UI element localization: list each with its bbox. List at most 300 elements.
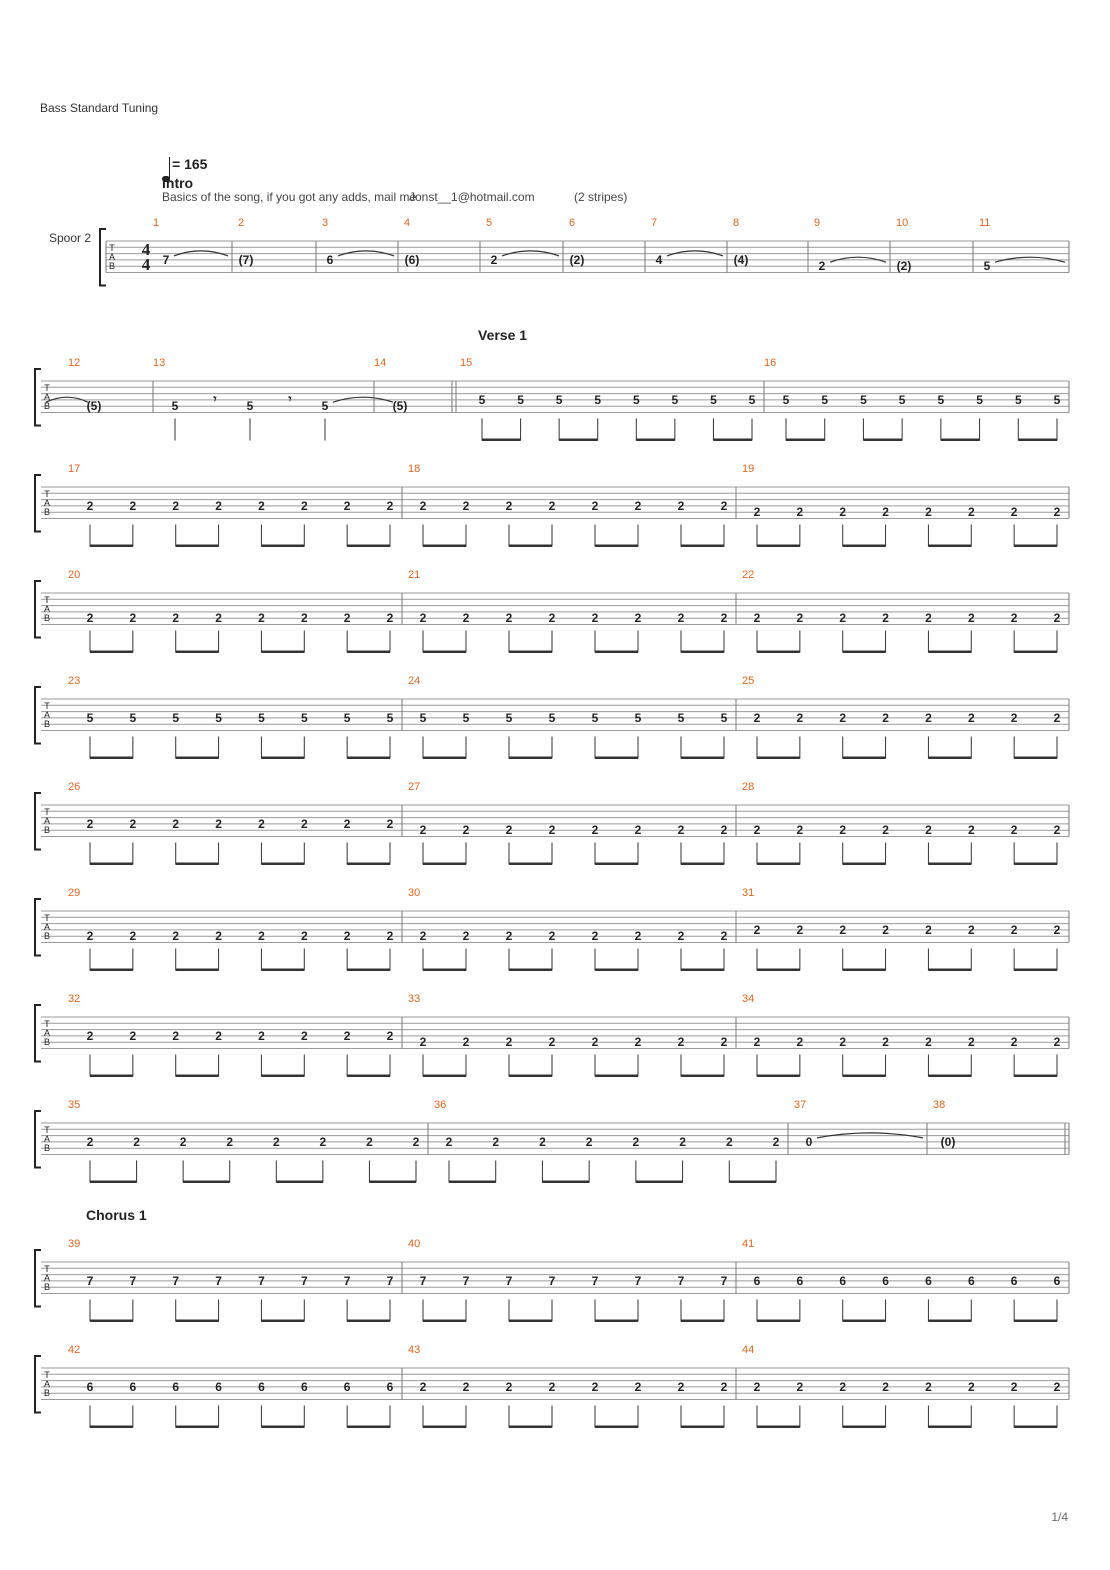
fret-number: (2)	[896, 259, 912, 274]
measure-number: 11	[979, 217, 991, 229]
fret-number: 2	[172, 1028, 180, 1043]
fret-number: 2	[445, 1134, 453, 1149]
fret-number: 7	[162, 252, 170, 267]
system-bracket	[35, 475, 41, 532]
fret-number: 2	[419, 498, 427, 513]
fret-number: 5	[246, 399, 254, 414]
note-beam	[90, 863, 133, 866]
fret-number: (5)	[86, 399, 102, 414]
fret-number: 2	[882, 1379, 889, 1394]
fret-number: 2	[505, 823, 513, 838]
fret-number: 2	[634, 498, 642, 513]
fret-number: 2	[818, 259, 826, 274]
note-beam	[176, 1320, 219, 1323]
fret-number: 2	[419, 1379, 427, 1394]
tab-clef-letter: A	[43, 498, 51, 508]
note-beam	[928, 545, 971, 548]
fret-number: 7	[386, 1273, 394, 1288]
note-beam	[261, 863, 304, 866]
note-beam	[1014, 757, 1057, 760]
fret-number: 2	[462, 823, 470, 838]
measure-number: 33	[408, 993, 421, 1005]
fret-number: 2	[796, 823, 804, 838]
note-beam	[90, 969, 133, 972]
fret-number: 2	[1010, 922, 1018, 937]
page-number: 1/4	[1051, 1510, 1068, 1524]
fret-number: 7	[591, 1273, 599, 1288]
note-beam	[1014, 969, 1057, 972]
measure-number: 20	[68, 569, 81, 581]
fret-number: 7	[419, 1273, 427, 1288]
fret-number: 2	[677, 929, 685, 944]
fret-number: 2	[753, 710, 761, 725]
measure-number: 29	[68, 887, 81, 899]
note-beam	[636, 439, 675, 442]
fret-number: 5	[591, 710, 599, 725]
note-beam	[90, 1181, 137, 1184]
tab-clef-letter: B	[43, 1388, 51, 1398]
fret-number: 2	[548, 823, 556, 838]
fret-number: (4)	[733, 252, 749, 267]
note-beam	[423, 1426, 466, 1429]
measure-number: 5	[486, 217, 493, 229]
fret-number: 7	[343, 1273, 351, 1288]
fret-number: 6	[386, 1379, 394, 1394]
fret-number: 2	[796, 611, 804, 626]
fret-number: 2	[634, 1035, 642, 1050]
fret-number: 2	[967, 922, 975, 937]
fret-number: 2	[386, 498, 394, 513]
fret-number: 2	[386, 929, 394, 944]
note-beam	[595, 1320, 638, 1323]
fret-number: 2	[215, 611, 222, 626]
fret-number: 2	[86, 611, 94, 626]
note-beam	[482, 439, 521, 442]
fret-number: 2	[753, 823, 761, 838]
fret-number: 2	[1053, 505, 1061, 520]
fret-number: 4	[655, 252, 663, 267]
note-beam	[843, 863, 886, 866]
fret-number: 2	[548, 1379, 556, 1394]
measure-number: 10	[896, 217, 909, 229]
fret-number: 2	[179, 1134, 187, 1149]
note-beam	[928, 1320, 971, 1323]
fret-number: 2	[300, 816, 308, 831]
fret-number: 6	[839, 1273, 847, 1288]
tab-clef-letter: B	[43, 719, 51, 729]
fret-number: 2	[462, 1379, 470, 1394]
fret-number: 2	[86, 816, 94, 831]
fret-number: 2	[720, 1035, 728, 1050]
fret-number: 2	[258, 498, 265, 513]
fret-number: 2	[548, 498, 556, 513]
note-beam	[423, 863, 466, 866]
fret-number: 6	[1010, 1273, 1018, 1288]
fret-number: 7	[258, 1273, 265, 1288]
fret-number: 2	[882, 922, 889, 937]
note-beam	[1018, 439, 1057, 442]
fret-number: 2	[548, 611, 556, 626]
tab-clef-letter: T	[44, 807, 50, 817]
fret-number: 2	[172, 498, 180, 513]
note-beam	[681, 545, 724, 548]
fret-number: 2	[753, 922, 761, 937]
fret-number: 2	[505, 1035, 513, 1050]
fret-number: 2	[967, 1035, 975, 1050]
note-beam	[509, 863, 552, 866]
fret-number: 2	[86, 1134, 94, 1149]
measure-number: 3	[322, 217, 329, 229]
system-bracket	[35, 1356, 41, 1413]
note-beam	[786, 439, 825, 442]
note-beam	[176, 1075, 219, 1078]
fret-number: 2	[86, 1028, 94, 1043]
fret-number: 2	[462, 1035, 470, 1050]
fret-number: 5	[419, 710, 427, 725]
time-signature-numerator: 4	[141, 240, 151, 259]
fret-number: 2	[591, 498, 599, 513]
tab-clef-letter: T	[44, 1019, 50, 1029]
note-beam	[509, 757, 552, 760]
tab-clef-letter: B	[43, 825, 51, 835]
fret-number: 2	[419, 823, 427, 838]
tab-clef-letter: A	[43, 816, 51, 826]
note-beam	[636, 1181, 683, 1184]
fret-number: 2	[1053, 1379, 1061, 1394]
fret-number: 2	[634, 1379, 642, 1394]
note-beam	[757, 545, 800, 548]
measure-number: 8	[733, 217, 740, 229]
tab-clef-letter: B	[43, 1037, 51, 1047]
fret-number: 2	[634, 823, 642, 838]
fret-number: 7	[548, 1273, 556, 1288]
fret-number: 2	[1053, 922, 1061, 937]
fret-number: 2	[539, 1134, 546, 1149]
measure-number: 4	[404, 217, 411, 229]
note-beam	[757, 757, 800, 760]
note-beam	[347, 757, 390, 760]
tuning-label: Bass Standard Tuning	[40, 101, 159, 115]
measure-number: 28	[742, 781, 755, 793]
fret-number: 2	[677, 611, 685, 626]
fret-number: 2	[258, 1028, 265, 1043]
fret-number: 6	[796, 1273, 804, 1288]
measure-number: 6	[569, 217, 576, 229]
note-beam	[261, 1426, 304, 1429]
fret-number: 6	[1053, 1273, 1061, 1288]
tab-clef-letter: A	[43, 1028, 51, 1038]
note-beam	[90, 757, 133, 760]
note-beam	[261, 1320, 304, 1323]
fret-number: 2	[925, 922, 932, 937]
note-beam	[757, 1320, 800, 1323]
system-bracket	[35, 793, 41, 850]
note-beam	[928, 1075, 971, 1078]
fret-number: 0	[805, 1134, 813, 1149]
measure-number: 13	[153, 357, 166, 369]
fret-number: 2	[172, 929, 180, 944]
note-beam	[928, 969, 971, 972]
fret-number: 2	[882, 611, 889, 626]
fret-number: 5	[555, 392, 563, 407]
note-beam	[176, 651, 219, 654]
fret-number: 2	[591, 1379, 599, 1394]
note-beam	[347, 1320, 390, 1323]
fret-number: 6	[882, 1273, 889, 1288]
fret-number: 2	[634, 929, 642, 944]
fret-number: 2	[772, 1134, 780, 1149]
note-beam	[1014, 651, 1057, 654]
note-beam	[509, 1075, 552, 1078]
note-beam	[843, 545, 886, 548]
measure-number: 25	[742, 675, 755, 687]
fret-number: 2	[129, 816, 137, 831]
tab-clef-letter: A	[43, 604, 51, 614]
fret-number: 2	[796, 710, 804, 725]
fret-number: 2	[1010, 1379, 1018, 1394]
tab-clef-letter: T	[44, 383, 50, 393]
note-beam	[423, 1320, 466, 1323]
fret-number: 5	[129, 710, 137, 725]
tab-clef-letter: B	[108, 261, 116, 271]
fret-number: 2	[677, 498, 685, 513]
note-beam	[681, 1075, 724, 1078]
system-bracket	[35, 687, 41, 744]
tab-clef-letter: T	[44, 595, 50, 605]
note-beam	[449, 1181, 496, 1184]
fret-number: 2	[796, 1379, 804, 1394]
note-beam	[509, 1320, 552, 1323]
fret-number: 2	[258, 611, 265, 626]
fret-number: 2	[129, 929, 137, 944]
fret-number: 2	[720, 611, 728, 626]
fret-number: 2	[300, 1028, 308, 1043]
fret-number: 5	[782, 392, 790, 407]
fret-number: 2	[386, 611, 394, 626]
note-beam	[595, 863, 638, 866]
tab-clef-letter: T	[44, 489, 50, 499]
fret-number: 2	[490, 252, 498, 267]
fret-number: 2	[591, 823, 599, 838]
note-beam	[509, 545, 552, 548]
fret-number: 2	[419, 929, 427, 944]
fret-number: 2	[258, 929, 265, 944]
track-name: Spoor 2	[49, 231, 92, 245]
measure-number: 27	[408, 781, 421, 793]
note-beam	[757, 1426, 800, 1429]
fret-number: 2	[725, 1134, 733, 1149]
note-beam	[423, 1075, 466, 1078]
fret-number: 2	[215, 498, 222, 513]
note-beam	[90, 651, 133, 654]
fret-number: 2	[882, 505, 889, 520]
note-beam	[276, 1181, 323, 1184]
fret-number: 2	[796, 922, 804, 937]
fret-number: 5	[86, 710, 94, 725]
fret-number: 5	[632, 392, 640, 407]
fret-number: 2	[462, 498, 470, 513]
fret-number: 7	[129, 1273, 137, 1288]
note-beam	[347, 545, 390, 548]
fret-number: 2	[839, 922, 847, 937]
note-beam	[757, 1075, 800, 1078]
note-beam	[928, 863, 971, 866]
fret-number: 2	[548, 929, 556, 944]
fret-number: 5	[478, 392, 486, 407]
fret-number: 2	[796, 1035, 804, 1050]
fret-number: 2	[215, 1028, 222, 1043]
note-beam	[928, 651, 971, 654]
fret-number: 2	[300, 611, 308, 626]
fret-number: 2	[925, 1379, 932, 1394]
fret-number: 5	[710, 392, 717, 407]
note-beam	[595, 1075, 638, 1078]
tab-clef-letter: B	[43, 1282, 51, 1292]
note-beam	[928, 1426, 971, 1429]
fret-number: 2	[753, 611, 761, 626]
tab-clef-letter: T	[44, 1125, 50, 1135]
section-verse: Verse 1	[478, 327, 528, 343]
fret-number: 2	[796, 505, 804, 520]
fret-number: 2	[839, 710, 847, 725]
contact-email: Jonst__1@hotmail.com	[409, 190, 535, 204]
measure-number: 12	[68, 357, 81, 369]
fret-number: 2	[462, 929, 470, 944]
fret-number: 2	[967, 710, 975, 725]
fret-number: 2	[925, 710, 932, 725]
note-beam	[681, 1320, 724, 1323]
note-beam	[90, 1320, 133, 1323]
note-beam	[176, 757, 219, 760]
fret-number: 2	[300, 929, 308, 944]
note-beam	[843, 1320, 886, 1323]
fret-number: 2	[505, 611, 513, 626]
fret-number: 2	[677, 1379, 685, 1394]
rest-icon: 𝄾	[288, 392, 292, 406]
note-beam	[681, 969, 724, 972]
note-beam	[261, 1075, 304, 1078]
note-beam	[261, 757, 304, 760]
fret-number: 2	[1010, 505, 1018, 520]
fret-number: 5	[1053, 392, 1061, 407]
fret-number: 2	[753, 1379, 761, 1394]
fret-number: 5	[976, 392, 983, 407]
note-beam	[843, 651, 886, 654]
section-chorus: Chorus 1	[86, 1207, 147, 1223]
note-beam	[595, 969, 638, 972]
note-beam	[681, 863, 724, 866]
measure-number: 31	[742, 887, 755, 899]
tab-clef-letter: T	[44, 1264, 50, 1274]
note-beam	[509, 969, 552, 972]
note-beam	[423, 545, 466, 548]
note-beam	[509, 1426, 552, 1429]
fret-number: 2	[343, 611, 351, 626]
fret-number: 6	[258, 1379, 265, 1394]
tab-clef-letter: B	[43, 401, 51, 411]
note-beam	[1014, 1426, 1057, 1429]
tab-clef-letter: T	[44, 913, 50, 923]
measure-number: 18	[408, 463, 421, 475]
fret-number: 2	[505, 498, 513, 513]
measure-number: 34	[742, 993, 755, 1005]
note-beam	[347, 863, 390, 866]
note-beam	[1014, 1320, 1057, 1323]
fret-number: 6	[967, 1273, 975, 1288]
fret-number: 2	[133, 1134, 140, 1149]
measure-number: 44	[742, 1344, 755, 1356]
tab-clef-letter: A	[108, 252, 116, 262]
tab-clef-letter: T	[44, 1370, 50, 1380]
fret-number: (0)	[940, 1134, 956, 1149]
note-beam	[90, 545, 133, 548]
note-beam	[369, 1181, 416, 1184]
fret-number: 2	[1053, 611, 1061, 626]
rest-icon: 𝄾	[213, 392, 217, 406]
fret-number: 6	[300, 1379, 308, 1394]
fret-number: 5	[748, 392, 756, 407]
fret-number: 2	[753, 505, 761, 520]
fret-number: 2	[634, 611, 642, 626]
measure-number: 37	[794, 1099, 807, 1111]
fret-number: 2	[505, 929, 513, 944]
fret-number: 2	[591, 1035, 599, 1050]
tab-clef-letter: A	[43, 710, 51, 720]
note-beam	[843, 1426, 886, 1429]
fret-number: 2	[882, 1035, 889, 1050]
system-bracket	[35, 1250, 41, 1307]
fret-number: 2	[1053, 710, 1061, 725]
fret-number: 2	[882, 710, 889, 725]
time-signature-denominator: 4	[141, 255, 151, 274]
measure-number: 7	[651, 217, 658, 229]
fret-number: 2	[967, 823, 975, 838]
note-beam	[542, 1181, 589, 1184]
fret-number: 6	[326, 252, 334, 267]
fret-number: 5	[898, 392, 906, 407]
fret-number: 2	[925, 823, 932, 838]
system-bracket	[35, 899, 41, 956]
system-bracket	[35, 1005, 41, 1062]
fret-number: 5	[215, 710, 222, 725]
fret-number: 5	[671, 392, 679, 407]
fret-number: 6	[86, 1379, 94, 1394]
fret-number: 5	[548, 710, 556, 725]
fret-number: 2	[226, 1134, 234, 1149]
note-beam	[176, 863, 219, 866]
fret-number: 5	[983, 259, 991, 274]
fret-number: 2	[839, 505, 847, 520]
fret-number: 5	[505, 710, 513, 725]
fret-number: 2	[215, 816, 222, 831]
measure-number: 32	[68, 993, 81, 1005]
note-beam	[595, 545, 638, 548]
note-beam	[1014, 545, 1057, 548]
note-beam	[183, 1181, 230, 1184]
fret-number: 5	[258, 710, 265, 725]
fret-number: 2	[343, 498, 351, 513]
fret-number: 2	[172, 816, 180, 831]
tab-clef-letter: B	[43, 931, 51, 941]
note-beam	[843, 1075, 886, 1078]
fret-number: 2	[300, 498, 308, 513]
fret-number: (2)	[569, 252, 585, 267]
note-beam	[90, 1426, 133, 1429]
note-beam	[1014, 863, 1057, 866]
measure-number: 21	[408, 569, 421, 581]
note-beam	[90, 1075, 133, 1078]
fret-number: 2	[419, 1035, 427, 1050]
